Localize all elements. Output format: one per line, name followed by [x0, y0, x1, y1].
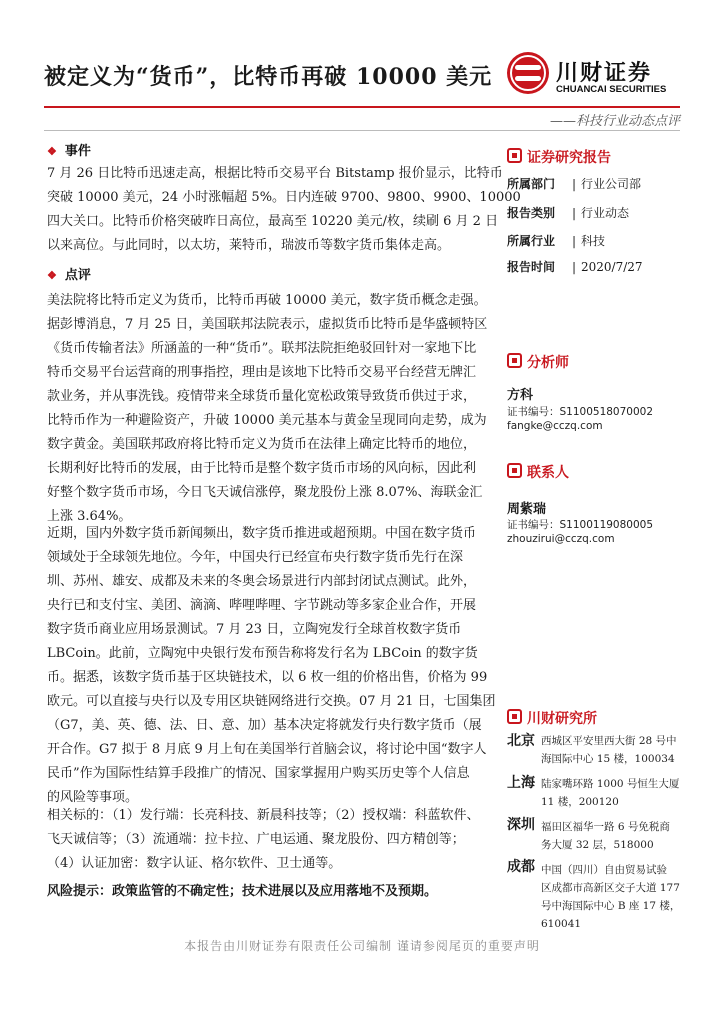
text-line: 好整个数字货币市场，今日飞天诚信涨停，聚龙股份上涨 8.07%、海联金汇: [47, 485, 483, 500]
text-line: 开合作。G7 拟于 8 月底 9 月上旬在美国举行首脑会议，将讨论中国“数字人: [47, 742, 487, 757]
subtitle-divider: [44, 130, 680, 131]
text-line: 7 月 26 日比特币迅速走高，根据比特币交易平台 Bitstamp 报价显示，比特币: [47, 166, 503, 181]
text-line: 以来高位。与此同时，以太坊，莱特币，瑞波币等数字货币集体走高。: [47, 238, 451, 253]
text-line: 圳、苏州、雄安、成都及未来的冬奥会场景进行内部封闭试点测试。此外，: [47, 574, 477, 589]
comment-paragraph-2: [47, 522, 497, 810]
text-line: 上涨 3.64%。: [47, 509, 132, 524]
square-bullet-icon: [507, 148, 522, 163]
diamond-bullet-icon: ❖: [47, 269, 57, 282]
square-bullet-icon: [507, 353, 522, 368]
footer-disclaimer: 本报告由川财证券有限责任公司编制 谨请参阅尾页的重要声明: [184, 939, 540, 953]
text-line: 的风险等事项。: [47, 790, 139, 805]
contact-name: 周紫瑞: [507, 502, 547, 517]
analyst-heading: 分析师: [507, 352, 569, 372]
text-line: 款业务，并从事洗钱。疫情带来全球货币量化宽松政策导致货币供过于求，: [47, 389, 477, 404]
info-row-industry: 所属行业 | 科技: [507, 234, 606, 248]
header-divider: [44, 106, 680, 108]
chuancai-logo-icon: [507, 52, 549, 94]
brand-name-en: CHUANCAI SECURITIES: [556, 84, 667, 95]
institute-heading: 川财研究所: [507, 708, 597, 728]
text-line: LBCoin。此前，立陶宛中央银行发布预告称将发行名为 LBCoin 的数字货: [47, 646, 478, 661]
city-chengdu: 成都: [507, 859, 535, 875]
text-line: 据彭博消息，7 月 25 日，美国联邦法院表示，虚拟货币比特币是华盛顿特区: [47, 317, 488, 332]
text-line: （G7，美、英、德、法、日、意、加）基本决定将就发行央行数字货币（展: [47, 718, 482, 733]
city-shanghai: 上海: [507, 775, 535, 791]
text-line: 美法院将比特币定义为货币，比特币再破 10000 美元，数字货币概念走强。: [47, 293, 487, 308]
report-info-heading: 证券研究报告: [507, 147, 611, 167]
report-subtitle: ——科技行业动态点评: [549, 114, 680, 129]
text-line: 数字黄金。美国联邦政府将比特币定义为货币在法律上确定比特币的地位，: [47, 437, 477, 452]
address-chengdu: 中国（四川）自由贸易试验 区成都市高新区交子大道 177 号中海国际中心 B 座 17 楼， 610041: [541, 864, 681, 930]
text-line: 长期利好比特币的发展，由于比特币是整个数字货币市场的风向标，因此利: [47, 461, 477, 476]
comment-heading: ❖ 点评: [47, 268, 91, 283]
info-row-date: 报告时间 | 2020/7/27: [507, 260, 643, 274]
diamond-bullet-icon: ❖: [47, 145, 57, 158]
page-title: 被定义为“货币”，比特币再破 10000 美元: [44, 64, 493, 90]
text-line: 《货币传输者法》所涵盖的一种“货币”。联邦法院拒绝驳回针对一家地下比: [47, 341, 477, 356]
text-line: （4）认证加密：数字认证、格尔软件、卫士通等。: [47, 856, 342, 871]
contact-email[interactable]: zhouzirui@cczq.com: [507, 533, 615, 545]
risk-warning: 风险提示：政策监管的不确定性；技术进展以及应用落地不及预期。: [47, 884, 438, 899]
text-line: 突破 10000 美元，24 小时涨幅超 5%。日内连破 9700、9800、9900、10000: [47, 190, 521, 205]
info-row-department: 所属部门 | 行业公司部: [507, 177, 642, 191]
text-line: 币。据悉，该数字货币基于区块链技术，以 6 枚一组的价格出售，价格为 99: [47, 670, 488, 685]
text-line: 四大关口。比特币价格突破昨日高位，最高至 10220 美元/枚，续刷 6 月 2 日: [47, 214, 499, 229]
event-heading: ❖ 事件: [47, 144, 91, 159]
text-line: 飞天诚信等；（3）流通端：拉卡拉、广电运通、聚龙股份、四方精创等；: [47, 832, 465, 847]
text-line: 近期，国内外数字货币新闻频出，数字货币推进或超预期。中国在数字货币: [47, 526, 477, 541]
text-line: 央行已和支付宝、美团、滴滴、哔哩哔哩、字节跳动等多家企业合作，开展: [47, 598, 477, 613]
text-line: 领域处于全球领先地位。今年，中国央行已经宣布央行数字货币先行在深: [47, 550, 464, 565]
square-bullet-icon: [507, 463, 522, 478]
event-paragraph: [47, 162, 521, 258]
analyst-name: 方科: [507, 388, 534, 403]
text-line: 民币”作为国际性结算手段推广的情况、国家掌握用户购买历史等个人信息: [47, 766, 470, 781]
text-line: 相关标的：（1）发行端：长亮科技、新晨科技等；（2）授权端：科蓝软件、: [47, 808, 480, 823]
city-beijing: 北京: [507, 733, 535, 749]
square-bullet-icon: [507, 709, 522, 724]
text-line: 数字货币商业应用场景测试。7 月 23 日，立陶宛发行全球首枚数字货币: [47, 622, 462, 637]
related-targets-paragraph: [47, 804, 497, 876]
address-shanghai: 陆家嘴环路 1000 号恒生大厦 11 楼，200120: [541, 778, 680, 808]
comment-paragraph-1: [47, 289, 497, 529]
address-shenzhen: 福田区福华一路 6 号免税商 务大厦 32 层，518000: [541, 821, 670, 851]
address-beijing: 西城区平安里西大街 28 号中 海国际中心 15 楼，100034: [541, 735, 677, 765]
city-shenzhen: 深圳: [507, 817, 535, 833]
text-line: 欧元。可以直接与央行以及专用区块链网络进行交换。07 月 21 日，七国集团: [47, 694, 496, 709]
contact-heading: 联系人: [507, 462, 569, 482]
brand-name-cn: 川财证券: [556, 61, 653, 86]
text-line: 比特币作为一种避险资产，升破 10000 美元基本与黄金呈现同向走势，成为: [47, 413, 487, 428]
contact-cert: 证书编号：S1100119080005: [507, 519, 654, 531]
info-row-category: 报告类别 | 行业动态: [507, 206, 630, 220]
analyst-email[interactable]: fangke@cczq.com: [507, 420, 603, 432]
text-line: 特币交易平台运营商的刑事指控，理由是该地下比特币交易平台经营无牌汇: [47, 365, 477, 380]
analyst-cert: 证书编号：S1100518070002: [507, 406, 654, 418]
